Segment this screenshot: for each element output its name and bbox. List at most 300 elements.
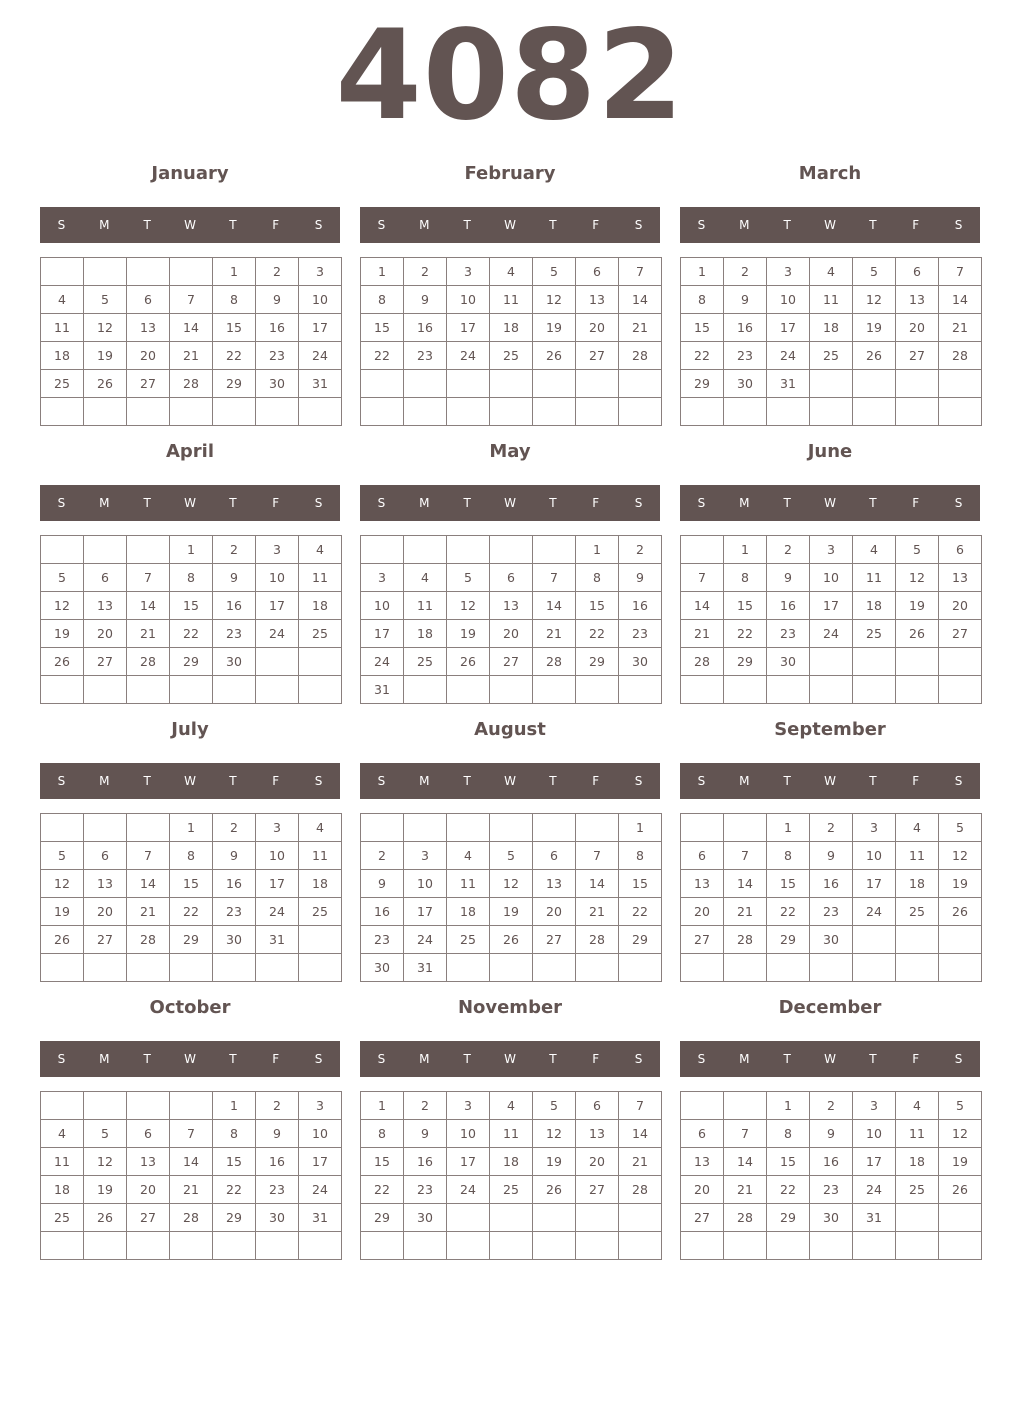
day-cell: 20 — [896, 314, 939, 342]
weekday-label: T — [463, 496, 471, 510]
day-cell: 12 — [939, 1120, 982, 1148]
day-cell: 26 — [896, 620, 939, 648]
day-cell: 28 — [127, 648, 170, 676]
day-cell: 11 — [896, 1120, 939, 1148]
day-cell: 1 — [170, 814, 213, 842]
day-cell: 4 — [490, 258, 533, 286]
day-cell: 13 — [127, 1148, 170, 1176]
weekday-label: W — [504, 774, 516, 788]
day-cell: 10 — [404, 870, 447, 898]
day-cell: 4 — [896, 1092, 939, 1120]
empty-day-cell — [724, 1232, 767, 1260]
day-cell: 25 — [853, 620, 896, 648]
day-cell: 31 — [299, 1204, 342, 1232]
weekday-label: T — [463, 218, 471, 232]
day-cell: 3 — [767, 258, 810, 286]
day-cell: 27 — [576, 1176, 619, 1204]
day-cell: 29 — [213, 370, 256, 398]
day-cell: 27 — [490, 648, 533, 676]
day-cell: 21 — [724, 1176, 767, 1204]
day-cell: 16 — [256, 314, 299, 342]
day-cell: 22 — [170, 620, 213, 648]
week-row — [681, 1120, 982, 1148]
day-cell: 29 — [619, 926, 662, 954]
weekday-label: T — [143, 496, 151, 510]
empty-day-cell — [619, 1232, 662, 1260]
day-cell: 16 — [767, 592, 810, 620]
day-cell: 11 — [853, 564, 896, 592]
day-cell: 16 — [619, 592, 662, 620]
weekday-header — [40, 207, 340, 243]
day-cell: 26 — [41, 926, 84, 954]
weekday-label: W — [504, 496, 516, 510]
day-cell: 28 — [724, 926, 767, 954]
day-cell: 30 — [404, 1204, 447, 1232]
day-cell: 30 — [256, 1204, 299, 1232]
weekday-label: M — [419, 774, 430, 788]
day-cell: 1 — [619, 814, 662, 842]
day-cell: 19 — [896, 592, 939, 620]
empty-day-cell — [533, 1232, 576, 1260]
day-cell: 6 — [84, 842, 127, 870]
day-cell: 27 — [681, 926, 724, 954]
week-row — [41, 1092, 342, 1120]
empty-day-cell — [41, 1232, 84, 1260]
day-cell: 6 — [84, 564, 127, 592]
empty-day-cell — [939, 1204, 982, 1232]
day-cell: 10 — [447, 1120, 490, 1148]
weekday-header — [40, 1041, 340, 1077]
day-cell: 15 — [767, 1148, 810, 1176]
day-cell: 21 — [127, 898, 170, 926]
day-cell: 7 — [681, 564, 724, 592]
day-cell: 18 — [896, 1148, 939, 1176]
day-cell: 8 — [767, 842, 810, 870]
day-cell: 13 — [681, 1148, 724, 1176]
month-title: July — [171, 719, 209, 740]
day-cell: 9 — [724, 286, 767, 314]
day-cell: 24 — [299, 342, 342, 370]
day-cell: 20 — [681, 898, 724, 926]
day-cell: 28 — [619, 1176, 662, 1204]
day-cell: 23 — [810, 1176, 853, 1204]
day-cell: 6 — [576, 258, 619, 286]
weekday-label: T — [869, 774, 877, 788]
day-cell: 28 — [170, 370, 213, 398]
day-cell: 4 — [490, 1092, 533, 1120]
day-cell: 9 — [404, 286, 447, 314]
day-cell: 11 — [447, 870, 490, 898]
weekday-label: W — [824, 218, 836, 232]
day-cell: 22 — [767, 898, 810, 926]
weekday-label: S — [954, 218, 963, 232]
weekday-label: M — [99, 496, 110, 510]
day-cell: 27 — [896, 342, 939, 370]
empty-day-cell — [299, 1232, 342, 1260]
week-row — [41, 1120, 342, 1148]
day-cell: 25 — [490, 342, 533, 370]
day-cell: 31 — [853, 1204, 896, 1232]
day-cell: 5 — [84, 286, 127, 314]
day-cell: 20 — [576, 1148, 619, 1176]
day-cell: 12 — [447, 592, 490, 620]
day-cell: 18 — [490, 1148, 533, 1176]
day-cell: 26 — [853, 342, 896, 370]
day-cell: 5 — [533, 1092, 576, 1120]
day-cell: 31 — [361, 676, 404, 704]
day-cell: 22 — [619, 898, 662, 926]
day-cell: 22 — [213, 342, 256, 370]
day-cell: 2 — [256, 1092, 299, 1120]
day-cell: 6 — [533, 842, 576, 870]
day-cell: 17 — [853, 1148, 896, 1176]
day-cell: 5 — [41, 842, 84, 870]
day-cell: 11 — [41, 314, 84, 342]
weekday-label: T — [549, 774, 557, 788]
weekday-label: T — [783, 496, 791, 510]
day-cell: 20 — [127, 342, 170, 370]
day-cell: 8 — [170, 564, 213, 592]
day-cell: 23 — [619, 620, 662, 648]
day-cell: 26 — [939, 898, 982, 926]
day-cell: 18 — [896, 870, 939, 898]
day-cell: 19 — [533, 314, 576, 342]
empty-day-cell — [447, 1204, 490, 1232]
empty-day-cell — [896, 1232, 939, 1260]
day-cell: 8 — [619, 842, 662, 870]
weekday-label: S — [57, 218, 66, 232]
day-cell: 29 — [767, 926, 810, 954]
weekday-label: S — [377, 1052, 386, 1066]
day-cell: 14 — [939, 286, 982, 314]
day-cell: 31 — [299, 370, 342, 398]
day-cell: 16 — [404, 314, 447, 342]
weekday-label: S — [57, 1052, 66, 1066]
day-cell: 13 — [576, 1120, 619, 1148]
day-cell: 2 — [361, 842, 404, 870]
day-cell: 28 — [619, 342, 662, 370]
day-cell: 27 — [939, 620, 982, 648]
day-cell: 5 — [939, 1092, 982, 1120]
day-cell: 10 — [361, 592, 404, 620]
day-cell: 16 — [724, 314, 767, 342]
day-cell: 15 — [361, 1148, 404, 1176]
week-row — [41, 1176, 342, 1204]
empty-day-cell — [41, 1092, 84, 1120]
empty-day-cell — [447, 1232, 490, 1260]
day-cell: 30 — [724, 370, 767, 398]
day-cell: 11 — [896, 842, 939, 870]
day-cell: 6 — [127, 1120, 170, 1148]
empty-day-cell — [853, 1232, 896, 1260]
weekday-label: F — [272, 774, 280, 788]
weekday-label: F — [912, 218, 920, 232]
day-cell: 14 — [619, 1120, 662, 1148]
day-cell: 9 — [256, 1120, 299, 1148]
day-cell: 3 — [404, 842, 447, 870]
weekday-label: S — [954, 1052, 963, 1066]
weekday-label: S — [954, 774, 963, 788]
month-november — [360, 834, 660, 1264]
empty-day-cell — [576, 1204, 619, 1232]
day-cell: 12 — [41, 870, 84, 898]
day-cell: 12 — [533, 286, 576, 314]
day-cell: 29 — [170, 926, 213, 954]
week-row — [681, 1148, 982, 1176]
day-cell: 5 — [84, 1120, 127, 1148]
day-cell: 15 — [170, 592, 213, 620]
weekday-label: T — [549, 218, 557, 232]
weekday-header — [680, 763, 980, 799]
empty-day-cell — [724, 1092, 767, 1120]
day-cell: 23 — [361, 926, 404, 954]
day-cell: 9 — [256, 286, 299, 314]
empty-day-cell — [84, 1092, 127, 1120]
day-cell: 10 — [810, 564, 853, 592]
day-cell: 3 — [810, 536, 853, 564]
day-cell: 20 — [533, 898, 576, 926]
day-cell: 5 — [490, 842, 533, 870]
day-cell: 5 — [853, 258, 896, 286]
day-cell: 19 — [84, 342, 127, 370]
weekday-label: S — [634, 1052, 643, 1066]
empty-day-cell — [404, 1232, 447, 1260]
weekday-label: T — [463, 774, 471, 788]
weekday-label: T — [549, 1052, 557, 1066]
week-row — [681, 1092, 982, 1120]
empty-day-cell — [84, 1232, 127, 1260]
month-december — [680, 834, 980, 1264]
day-cell: 3 — [361, 564, 404, 592]
day-cell: 27 — [84, 648, 127, 676]
day-cell: 3 — [853, 1092, 896, 1120]
day-cell: 18 — [810, 314, 853, 342]
weekday-label: M — [739, 218, 750, 232]
weekday-label: M — [419, 218, 430, 232]
weekday-label: W — [824, 774, 836, 788]
day-cell: 24 — [404, 926, 447, 954]
weekday-label: S — [634, 774, 643, 788]
day-cell: 6 — [939, 536, 982, 564]
weekday-label: F — [912, 496, 920, 510]
day-cell: 8 — [767, 1120, 810, 1148]
weekday-label: T — [229, 218, 237, 232]
day-cell: 24 — [853, 1176, 896, 1204]
year-title: 4082 — [335, 4, 685, 148]
day-cell: 22 — [681, 342, 724, 370]
day-cell: 21 — [681, 620, 724, 648]
weekday-label: S — [314, 1052, 323, 1066]
day-cell: 2 — [404, 258, 447, 286]
day-cell: 10 — [767, 286, 810, 314]
month-title: February — [464, 163, 556, 184]
day-cell: 25 — [896, 898, 939, 926]
month-october — [40, 834, 340, 1264]
weekday-header — [680, 207, 980, 243]
day-cell: 23 — [256, 1176, 299, 1204]
day-cell: 22 — [170, 898, 213, 926]
week-row — [41, 1204, 342, 1232]
day-cell: 11 — [490, 286, 533, 314]
weekday-label: F — [272, 496, 280, 510]
day-cell: 8 — [681, 286, 724, 314]
weekday-label: T — [549, 496, 557, 510]
weekday-label: T — [229, 774, 237, 788]
empty-day-cell — [810, 1232, 853, 1260]
day-cell: 14 — [576, 870, 619, 898]
day-cell: 27 — [127, 370, 170, 398]
day-cell: 23 — [213, 898, 256, 926]
day-cell: 10 — [853, 842, 896, 870]
month-title: October — [149, 997, 231, 1018]
day-cell: 12 — [490, 870, 533, 898]
day-cell: 28 — [170, 1204, 213, 1232]
day-cell: 17 — [853, 870, 896, 898]
weekday-label: S — [634, 218, 643, 232]
day-cell: 27 — [681, 1204, 724, 1232]
day-cell: 14 — [619, 286, 662, 314]
day-cell: 13 — [84, 592, 127, 620]
day-cell: 23 — [724, 342, 767, 370]
day-cell: 19 — [853, 314, 896, 342]
day-cell: 19 — [84, 1176, 127, 1204]
day-cell: 20 — [576, 314, 619, 342]
day-cell: 25 — [896, 1176, 939, 1204]
day-cell: 20 — [490, 620, 533, 648]
day-cell: 15 — [170, 870, 213, 898]
day-cell: 14 — [127, 592, 170, 620]
day-cell: 20 — [939, 592, 982, 620]
weekday-label: M — [739, 1052, 750, 1066]
day-cell: 9 — [213, 564, 256, 592]
day-cell: 22 — [213, 1176, 256, 1204]
day-cell: 7 — [533, 564, 576, 592]
month-title: January — [151, 163, 229, 184]
day-cell: 17 — [256, 870, 299, 898]
day-cell: 17 — [404, 898, 447, 926]
day-cell: 16 — [213, 592, 256, 620]
weekday-label: W — [184, 218, 196, 232]
day-cell: 12 — [533, 1120, 576, 1148]
day-cell: 24 — [810, 620, 853, 648]
weekday-label: W — [184, 496, 196, 510]
day-cell: 16 — [213, 870, 256, 898]
weekday-label: T — [463, 1052, 471, 1066]
day-cell: 27 — [576, 342, 619, 370]
day-cell: 29 — [767, 1204, 810, 1232]
day-grid — [680, 1091, 982, 1260]
weekday-label: M — [419, 1052, 430, 1066]
day-cell: 12 — [853, 286, 896, 314]
day-cell: 1 — [681, 258, 724, 286]
day-cell: 13 — [939, 564, 982, 592]
day-cell: 24 — [299, 1176, 342, 1204]
day-cell: 16 — [256, 1148, 299, 1176]
weekday-label: T — [783, 218, 791, 232]
day-cell: 4 — [810, 258, 853, 286]
day-cell: 17 — [361, 620, 404, 648]
day-cell: 10 — [853, 1120, 896, 1148]
day-cell: 15 — [213, 1148, 256, 1176]
month-title: August — [474, 719, 546, 740]
day-cell: 15 — [213, 314, 256, 342]
day-cell: 22 — [767, 1176, 810, 1204]
day-cell: 10 — [256, 842, 299, 870]
empty-day-cell — [939, 1232, 982, 1260]
day-cell: 20 — [84, 620, 127, 648]
day-cell: 22 — [361, 342, 404, 370]
day-cell: 9 — [810, 1120, 853, 1148]
day-cell: 11 — [41, 1148, 84, 1176]
weekday-label: F — [272, 1052, 280, 1066]
day-cell: 18 — [404, 620, 447, 648]
month-title: May — [489, 441, 531, 462]
day-cell: 15 — [681, 314, 724, 342]
day-cell: 8 — [724, 564, 767, 592]
day-cell: 29 — [681, 370, 724, 398]
weekday-label: S — [697, 1052, 706, 1066]
week-row — [361, 1204, 662, 1232]
day-cell: 15 — [576, 592, 619, 620]
day-cell: 1 — [361, 1092, 404, 1120]
day-cell: 22 — [576, 620, 619, 648]
week-row — [681, 1204, 982, 1232]
day-cell: 23 — [810, 898, 853, 926]
day-cell: 19 — [41, 898, 84, 926]
day-cell: 3 — [256, 814, 299, 842]
weekday-label: F — [592, 774, 600, 788]
day-cell: 21 — [619, 314, 662, 342]
day-cell: 19 — [490, 898, 533, 926]
weekday-header — [360, 1041, 660, 1077]
day-cell: 8 — [576, 564, 619, 592]
day-cell: 11 — [299, 842, 342, 870]
day-cell: 27 — [533, 926, 576, 954]
day-cell: 2 — [404, 1092, 447, 1120]
month-title: September — [774, 719, 886, 740]
day-cell: 17 — [810, 592, 853, 620]
day-cell: 16 — [810, 870, 853, 898]
day-cell: 4 — [41, 286, 84, 314]
day-cell: 28 — [939, 342, 982, 370]
day-cell: 17 — [447, 1148, 490, 1176]
day-cell: 23 — [213, 620, 256, 648]
day-cell: 28 — [576, 926, 619, 954]
weekday-label: T — [783, 1052, 791, 1066]
day-cell: 11 — [404, 592, 447, 620]
day-cell: 8 — [361, 1120, 404, 1148]
day-cell: 9 — [767, 564, 810, 592]
weekday-label: M — [99, 1052, 110, 1066]
day-cell: 23 — [404, 1176, 447, 1204]
day-cell: 18 — [41, 342, 84, 370]
weekday-label: F — [272, 218, 280, 232]
month-title: June — [807, 441, 853, 462]
day-cell: 25 — [490, 1176, 533, 1204]
day-cell: 2 — [724, 258, 767, 286]
day-cell: 10 — [256, 564, 299, 592]
day-cell: 14 — [127, 870, 170, 898]
month-title: April — [165, 441, 215, 462]
day-cell: 28 — [724, 1204, 767, 1232]
day-cell: 2 — [810, 1092, 853, 1120]
day-cell: 4 — [404, 564, 447, 592]
weekday-label: M — [99, 218, 110, 232]
day-cell: 6 — [681, 1120, 724, 1148]
weekday-label: S — [377, 218, 386, 232]
day-cell: 21 — [533, 620, 576, 648]
weekday-label: S — [57, 774, 66, 788]
